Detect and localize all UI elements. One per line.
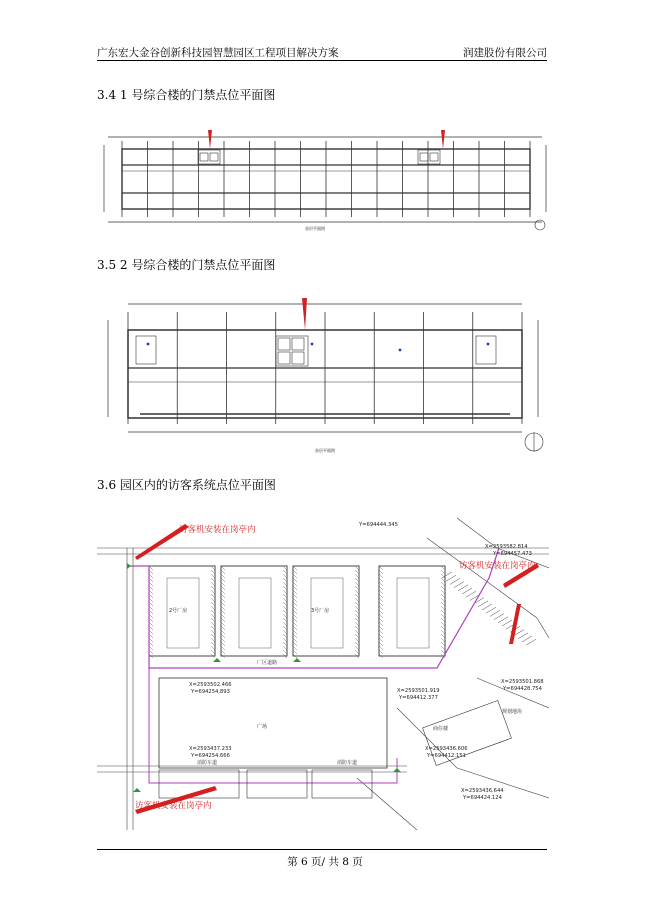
site-label: 广场 xyxy=(257,724,268,730)
visitor-system-site-plan xyxy=(97,508,549,830)
coord: Y=694424.124 xyxy=(463,795,502,801)
section-title-3-4: 3.4 1 号综合楼的门禁点位平面图 xyxy=(97,88,276,102)
coord: Y=694412.151 xyxy=(427,753,466,759)
coord: X=2593502.466 xyxy=(189,682,232,688)
footer-rule xyxy=(97,849,547,850)
coord: Y=694457.473 xyxy=(493,551,532,557)
coord: X=2593582.814 xyxy=(485,544,528,550)
section-title-3-5: 3.5 2 号综合楼的门禁点位平面图 xyxy=(97,258,276,272)
plan2-caption: 首层平面图 xyxy=(315,448,335,453)
coord: X=2593436.644 xyxy=(461,788,504,794)
coord: X=2593437.233 xyxy=(189,746,232,752)
site-label: 消防车道 xyxy=(197,760,218,766)
plan1-caption: 首层平面图 xyxy=(305,226,325,231)
coord: X=2593436.606 xyxy=(425,746,468,752)
coord: X=2593501.868 xyxy=(501,679,544,685)
header-company: 润建股份有限公司 xyxy=(463,47,547,59)
coord: Y=694254.666 xyxy=(191,753,230,759)
visitor-note-right: 访客机安装在岗亭内 xyxy=(459,561,536,571)
page-header xyxy=(97,42,547,60)
site-label: 2号厂房 xyxy=(169,608,188,614)
coord: Y=694444.345 xyxy=(359,522,398,528)
header-rule xyxy=(97,60,547,61)
site-label: 规划地块 xyxy=(502,709,523,715)
coord: Y=694412.377 xyxy=(399,695,438,701)
header-title: 广东宏大金谷创新科技园智慧园区工程项目解决方案 xyxy=(97,47,339,59)
visitor-note-bottom: 访客机安装在岗亭内 xyxy=(135,801,212,811)
site-label: 3号厂房 xyxy=(311,608,330,614)
building-2-access-plan xyxy=(100,292,550,460)
section-title-3-6: 3.6 园区内的访客系统点位平面图 xyxy=(97,478,276,492)
site-label: 消防车道 xyxy=(337,760,358,766)
coord: X=2593501.919 xyxy=(397,688,440,694)
site-label: 厂区道路 xyxy=(257,660,278,666)
page-footer: 第 6 页/ 共 8 页 xyxy=(287,856,363,868)
visitor-note-top: 访客机安装在岗亭内 xyxy=(179,525,256,535)
coord: Y=694428.754 xyxy=(503,686,542,692)
site-label: 商住楼 xyxy=(433,726,449,732)
building-1-access-plan xyxy=(100,127,550,237)
coord: Y=694254.893 xyxy=(191,689,230,695)
